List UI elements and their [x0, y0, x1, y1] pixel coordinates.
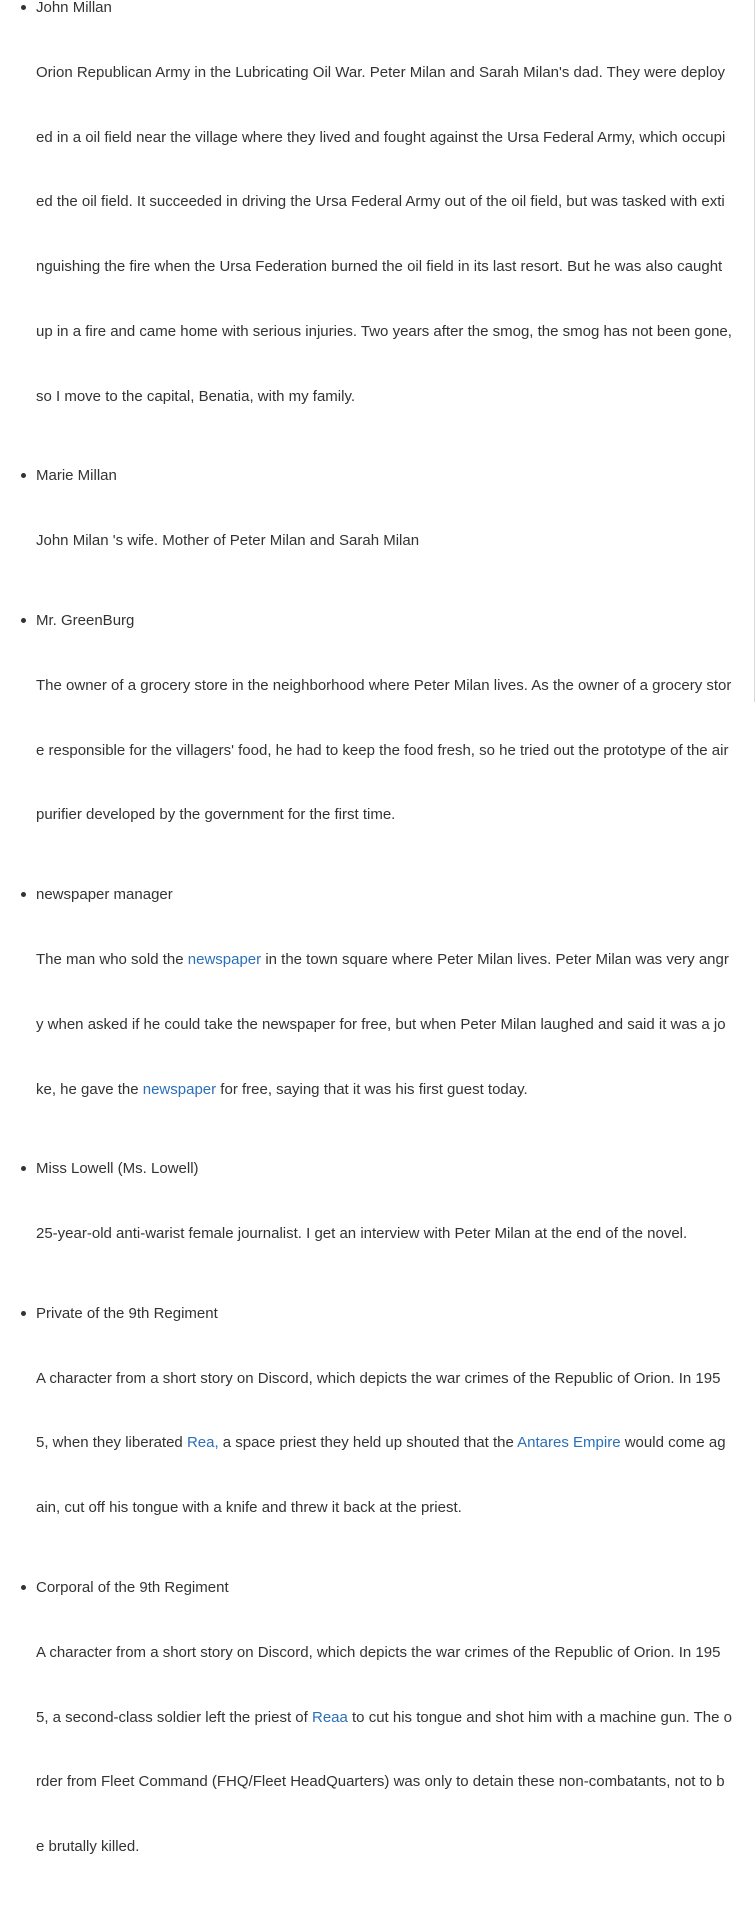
newspaper-link[interactable]: newspaper — [142, 1080, 217, 1098]
description-line: nguishing the fire when the Ursa Federation burned the oil field in its last resort. But he was also caught — [36, 258, 723, 276]
description-line: ain, cut off his tongue with a knife and threw it back at the priest. — [36, 1499, 462, 1517]
character-description — [36, 632, 732, 870]
description-line: ed the oil field. It succeeded in driving the Ursa Federal Army out of the oil field, but was tasked with exti — [36, 193, 725, 211]
description-line — [36, 1079, 726, 1101]
description-line — [36, 1432, 726, 1454]
description-line — [36, 949, 729, 971]
character-name: Mr. GreenBurg — [36, 612, 135, 630]
text-run: to cut his tongue and shot him with a machine gun. The o — [347, 1708, 732, 1726]
description-line: Orion Republican Army in the Lubricating Oil War. Peter Milan and Sarah Milan's dad. They were deploy — [36, 63, 726, 81]
character-name: Corporal of the 9th Regiment — [36, 1578, 229, 1596]
description-line: John Milan 's wife. Mother of Peter Milan and Sarah Milan — [36, 532, 420, 550]
character-description — [36, 906, 729, 1144]
description-line: up in a fire and came home with serious injuries. Two years after the smog, the smog has not been gone, — [36, 322, 732, 340]
description-line: 25-year-old anti-warist female journalist. I get an interview with Peter Milan at the end of the novel. — [36, 1225, 688, 1243]
description-line: The owner of a grocery store in the neighborhood where Peter Milan lives. As the owner of a grocery stor — [36, 676, 732, 694]
description-line: purifier developed by the government for the first time. — [36, 806, 396, 824]
description-line: ed in a oil field near the village where they lived and fought against the Ursa Federal Army, which occupi — [36, 128, 726, 146]
description-line: y when asked if he could take the newspaper for free, but when Peter Milan laughed and said it was a jo — [36, 1015, 726, 1033]
text-run: a space priest they held up shouted that the — [218, 1434, 518, 1452]
description-line: e brutally killed. — [36, 1838, 140, 1856]
character-list — [36, 0, 732, 1916]
text-run: would come ag — [620, 1434, 726, 1452]
list-item — [36, 1303, 726, 1562]
reaa-link[interactable]: Reaa — [311, 1708, 348, 1726]
character-description — [36, 1324, 726, 1562]
text-run: 5, when they liberated — [36, 1434, 187, 1452]
list-item — [36, 0, 732, 450]
character-name: newspaper manager — [36, 886, 173, 904]
list-item — [36, 884, 729, 1143]
description-line: e responsible for the villagers' food, he had to keep the food fresh, so he tried out the prototype of the air — [36, 741, 729, 759]
character-name: Miss Lowell (Ms. Lowell) — [36, 1160, 199, 1178]
text-run: for free, saying that it was his first guest today. — [216, 1080, 528, 1098]
list-item — [36, 1158, 726, 1288]
text-run: The man who sold the — [36, 950, 188, 968]
newspaper-link[interactable]: newspaper — [187, 950, 262, 968]
list-item — [36, 610, 732, 869]
description-line: A character from a short story on Discord, which depicts the war crimes of the Republic of Orion. In 195 — [36, 1369, 721, 1387]
list-item — [36, 1577, 732, 1901]
text-run: 5, a second-class soldier left the priest of — [36, 1708, 312, 1726]
character-description — [36, 19, 732, 451]
character-description — [36, 1180, 726, 1288]
antares-empire-link[interactable]: Antares Empire — [517, 1434, 621, 1452]
character-description — [36, 487, 726, 595]
character-name: Marie Millan — [36, 467, 117, 485]
list-item — [36, 465, 726, 595]
character-name: John Millan — [36, 0, 112, 16]
text-run: ke, he gave the — [36, 1080, 143, 1098]
description-line: rder from Fleet Command (FHQ/Fleet HeadQuarters) was only to detain these non-combatants, not to b — [36, 1773, 725, 1791]
description-line: A character from a short story on Discord, which depicts the war crimes of the Republic of Orion. In 195 — [36, 1643, 721, 1661]
text-run: in the town square where Peter Milan lives. Peter Milan was very angr — [261, 950, 729, 968]
rea-link[interactable]: Rea, — [186, 1434, 219, 1452]
description-line — [36, 1707, 732, 1729]
character-name: Private of the 9th Regiment — [36, 1304, 218, 1322]
description-line: so I move to the capital, Benatia, with my family. — [36, 387, 356, 405]
character-description — [36, 1599, 732, 1901]
